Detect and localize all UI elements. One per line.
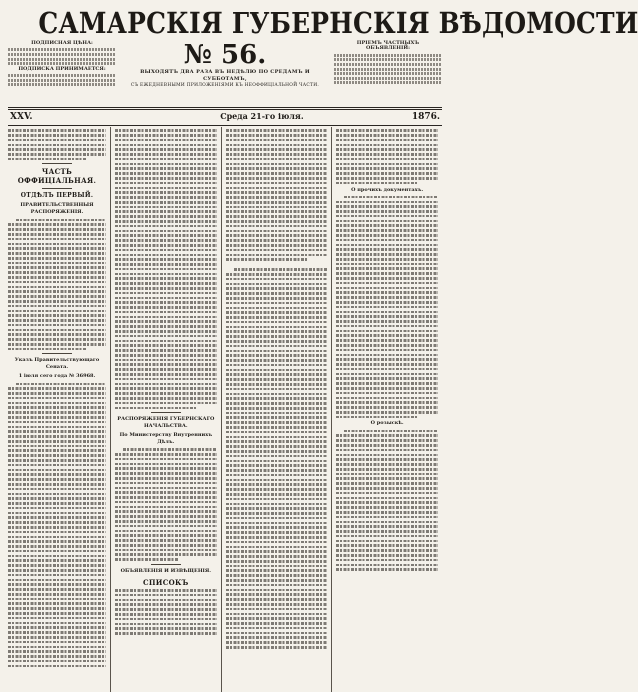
column-2-text-bottom bbox=[115, 589, 217, 635]
subscription-accept-label: ПОДПИСКА ПРИНИМАЕТСЯ: bbox=[18, 65, 106, 72]
column-3 bbox=[221, 127, 332, 692]
senate-decree-date: 1 іюля сего года № 36968. bbox=[18, 373, 96, 380]
issue-year: 1876. bbox=[411, 112, 440, 122]
department-heading: ОТДѢЛЪ ПЕРВЫЙ. bbox=[20, 192, 94, 200]
column-4 bbox=[331, 127, 442, 692]
provincial-orders-heading: РАСПОРЯЖЕНІЯ ГУБЕРНСКАГО НАЧАЛЬСТВА. bbox=[117, 416, 215, 430]
dateline bbox=[8, 111, 442, 123]
dateline-rule bbox=[8, 125, 442, 126]
publication-schedule: ВЫХОДЯТЪ ДВА РАЗА ВЪ НЕДѢЛЮ ПО СРЕДАМЪ И СУББОТАМЪ, bbox=[140, 69, 310, 82]
list-heading: СПИСОКЪ bbox=[143, 577, 189, 587]
government-orders-heading: ПРАВИТЕЛЬСТВЕННЫЯ РАСПОРЯЖЕНІЯ. bbox=[20, 202, 94, 216]
column-1 bbox=[8, 127, 110, 692]
senate-decree-text bbox=[8, 383, 106, 668]
contents-block bbox=[8, 129, 106, 160]
column-2-text-mid bbox=[115, 448, 217, 561]
official-part-heading: ЧАСТЬ ОФФИЦІАЛЬНАЯ. bbox=[17, 167, 97, 186]
column-2 bbox=[110, 127, 221, 692]
column-4-text-bottom bbox=[336, 430, 438, 571]
masthead-rule bbox=[8, 107, 442, 110]
notice-search-heading: О розыскѣ. bbox=[370, 420, 404, 427]
subscription-label: ПОДПИСНАЯ ЦѢНА: bbox=[31, 40, 93, 46]
senate-decree-heading: Указъ Правительствующаго Сената. bbox=[14, 357, 100, 371]
private-ads-box bbox=[334, 41, 442, 86]
column-3-text bbox=[226, 129, 328, 648]
issue-date: Среда 21-го іюля. bbox=[220, 111, 304, 121]
ministry-subheading: По Министерству Внутреннихъ Дѣлъ. bbox=[119, 432, 213, 446]
supplement-note: СЪ ЕЖЕДНЕВНЫМИ ПРИЛОЖЕНІЯМИ КЪ НЕОФФИЦІАЛЬНОЙ ЧАСТИ. bbox=[130, 83, 320, 88]
masthead-band bbox=[8, 41, 442, 105]
issue-info bbox=[116, 41, 334, 89]
masthead-title: САМАРСКІЯ ГУБЕРНСКІЯ ВѢДОМОСТИ bbox=[38, 6, 638, 40]
subscription-text bbox=[8, 48, 116, 65]
subscription-box bbox=[8, 41, 116, 88]
article-columns bbox=[8, 127, 442, 692]
private-ads-text bbox=[334, 54, 442, 85]
issue-number: № 56. bbox=[183, 40, 267, 70]
column-4-text-mid bbox=[336, 196, 438, 419]
private-ads-label: ПРІЕМЪ ЧАСТНЫХЪ ОБЪЯВЛЕНІЙ: bbox=[356, 40, 420, 52]
notices-heading: ОБЪЯВЛЕНІЯ И ИЗВѢЩЕНІЯ. bbox=[120, 567, 212, 574]
notice-documents-heading: О прочихъ документахъ. bbox=[351, 186, 424, 193]
volume-number: XXV. bbox=[10, 112, 33, 122]
decree-text bbox=[8, 219, 106, 351]
column-4-text-top bbox=[336, 129, 438, 184]
column-2-text-top bbox=[115, 129, 217, 409]
